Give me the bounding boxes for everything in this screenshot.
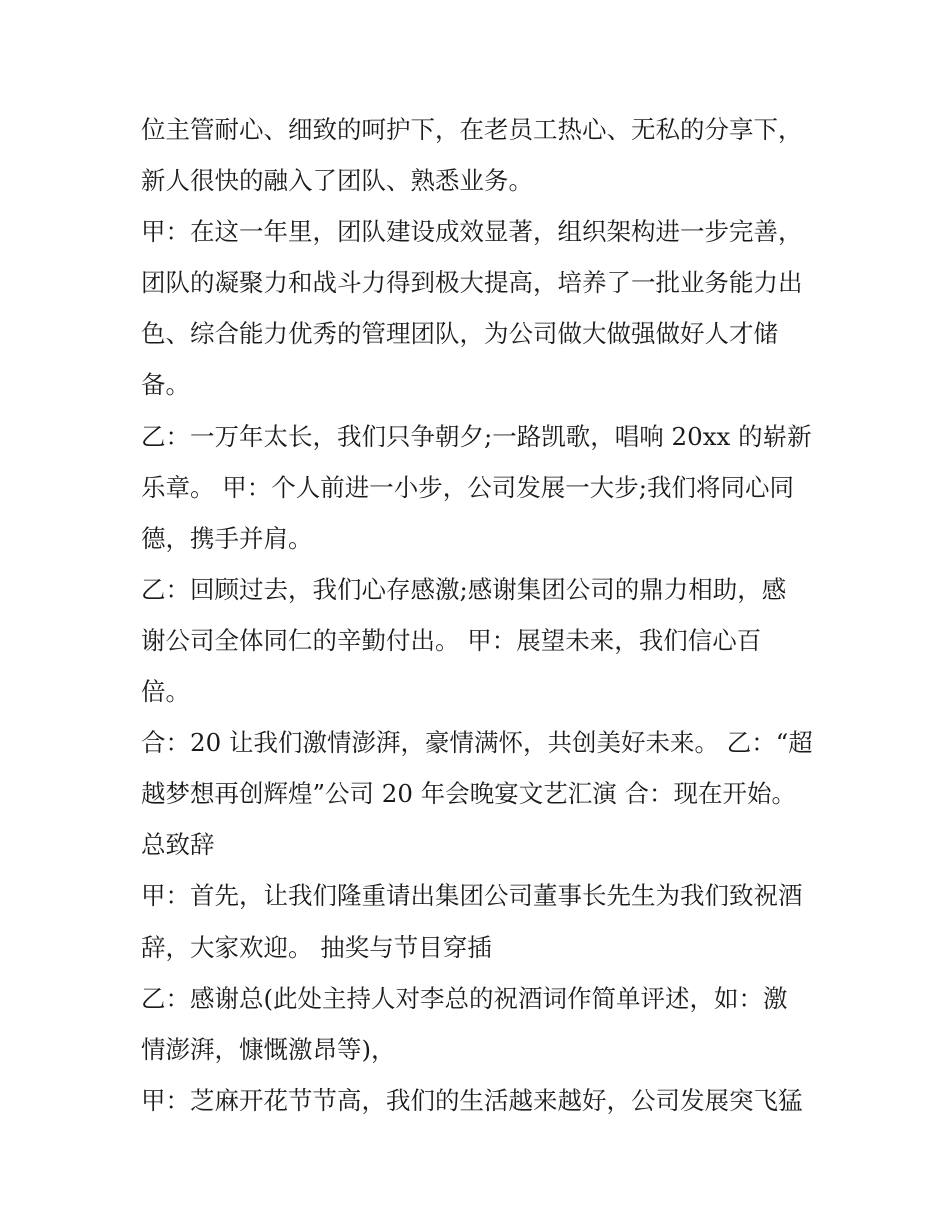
body-text	[141, 104, 831, 1126]
text-line: 位主管耐心、细致的呵护下，在老员工热心、无私的分享下，	[141, 115, 803, 144]
text-line: 辞，大家欢迎。 抽奖与节目穿插	[141, 932, 492, 962]
text-line: 德，携手并肩。	[141, 523, 313, 553]
text-line: 团队的凝聚力和战斗力得到极大提高，培养了一批业务能力出	[141, 268, 803, 298]
text-line: 情澎湃，慷慨激昂等)，	[141, 1034, 396, 1064]
text-line: 甲：首先，让我们隆重请出集团公司董事长先生为我们致祝酒	[141, 881, 803, 911]
text-line: 合：20 让我们激情澎湃，豪情满怀，共创美好未来。 乙：“超	[141, 728, 813, 758]
text-line: 甲：在这一年里，团队建设成效显著，组织架构进一步完善，	[141, 217, 803, 247]
text-line: 越梦想再创辉煌”公司 20 年会晚宴文艺汇演 合：现在开始。	[141, 779, 797, 809]
text-line: 新人很快的融入了团队、熟悉业务。	[141, 166, 533, 196]
text-line: 甲：芝麻开花节节高，我们的生活越来越好，公司发展突飞猛	[141, 1085, 803, 1115]
text-line: 倍。	[141, 677, 190, 707]
text-line: 谢公司全体同仁的辛勤付出。 甲：展望未来，我们信心百	[141, 625, 762, 655]
text-line: 乙：感谢总(此处主持人对李总的祝酒词作简单评述，如：激	[141, 983, 788, 1013]
text-line: 色、综合能力优秀的管理团队，为公司做大做强做好人才储	[141, 319, 778, 349]
section-heading: 总致辞	[141, 830, 215, 860]
text-line: 乙：回顾过去，我们心存感激;感谢集团公司的鼎力相助，感	[141, 574, 787, 604]
text-line: 乙：一万年太长，我们只争朝夕;一路凯歌，唱响 20xx 的崭新	[141, 421, 812, 451]
text-line: 乐章。 甲：个人前进一小步，公司发展一大步;我们将同心同	[141, 472, 795, 502]
text-line: 备。	[141, 370, 190, 400]
